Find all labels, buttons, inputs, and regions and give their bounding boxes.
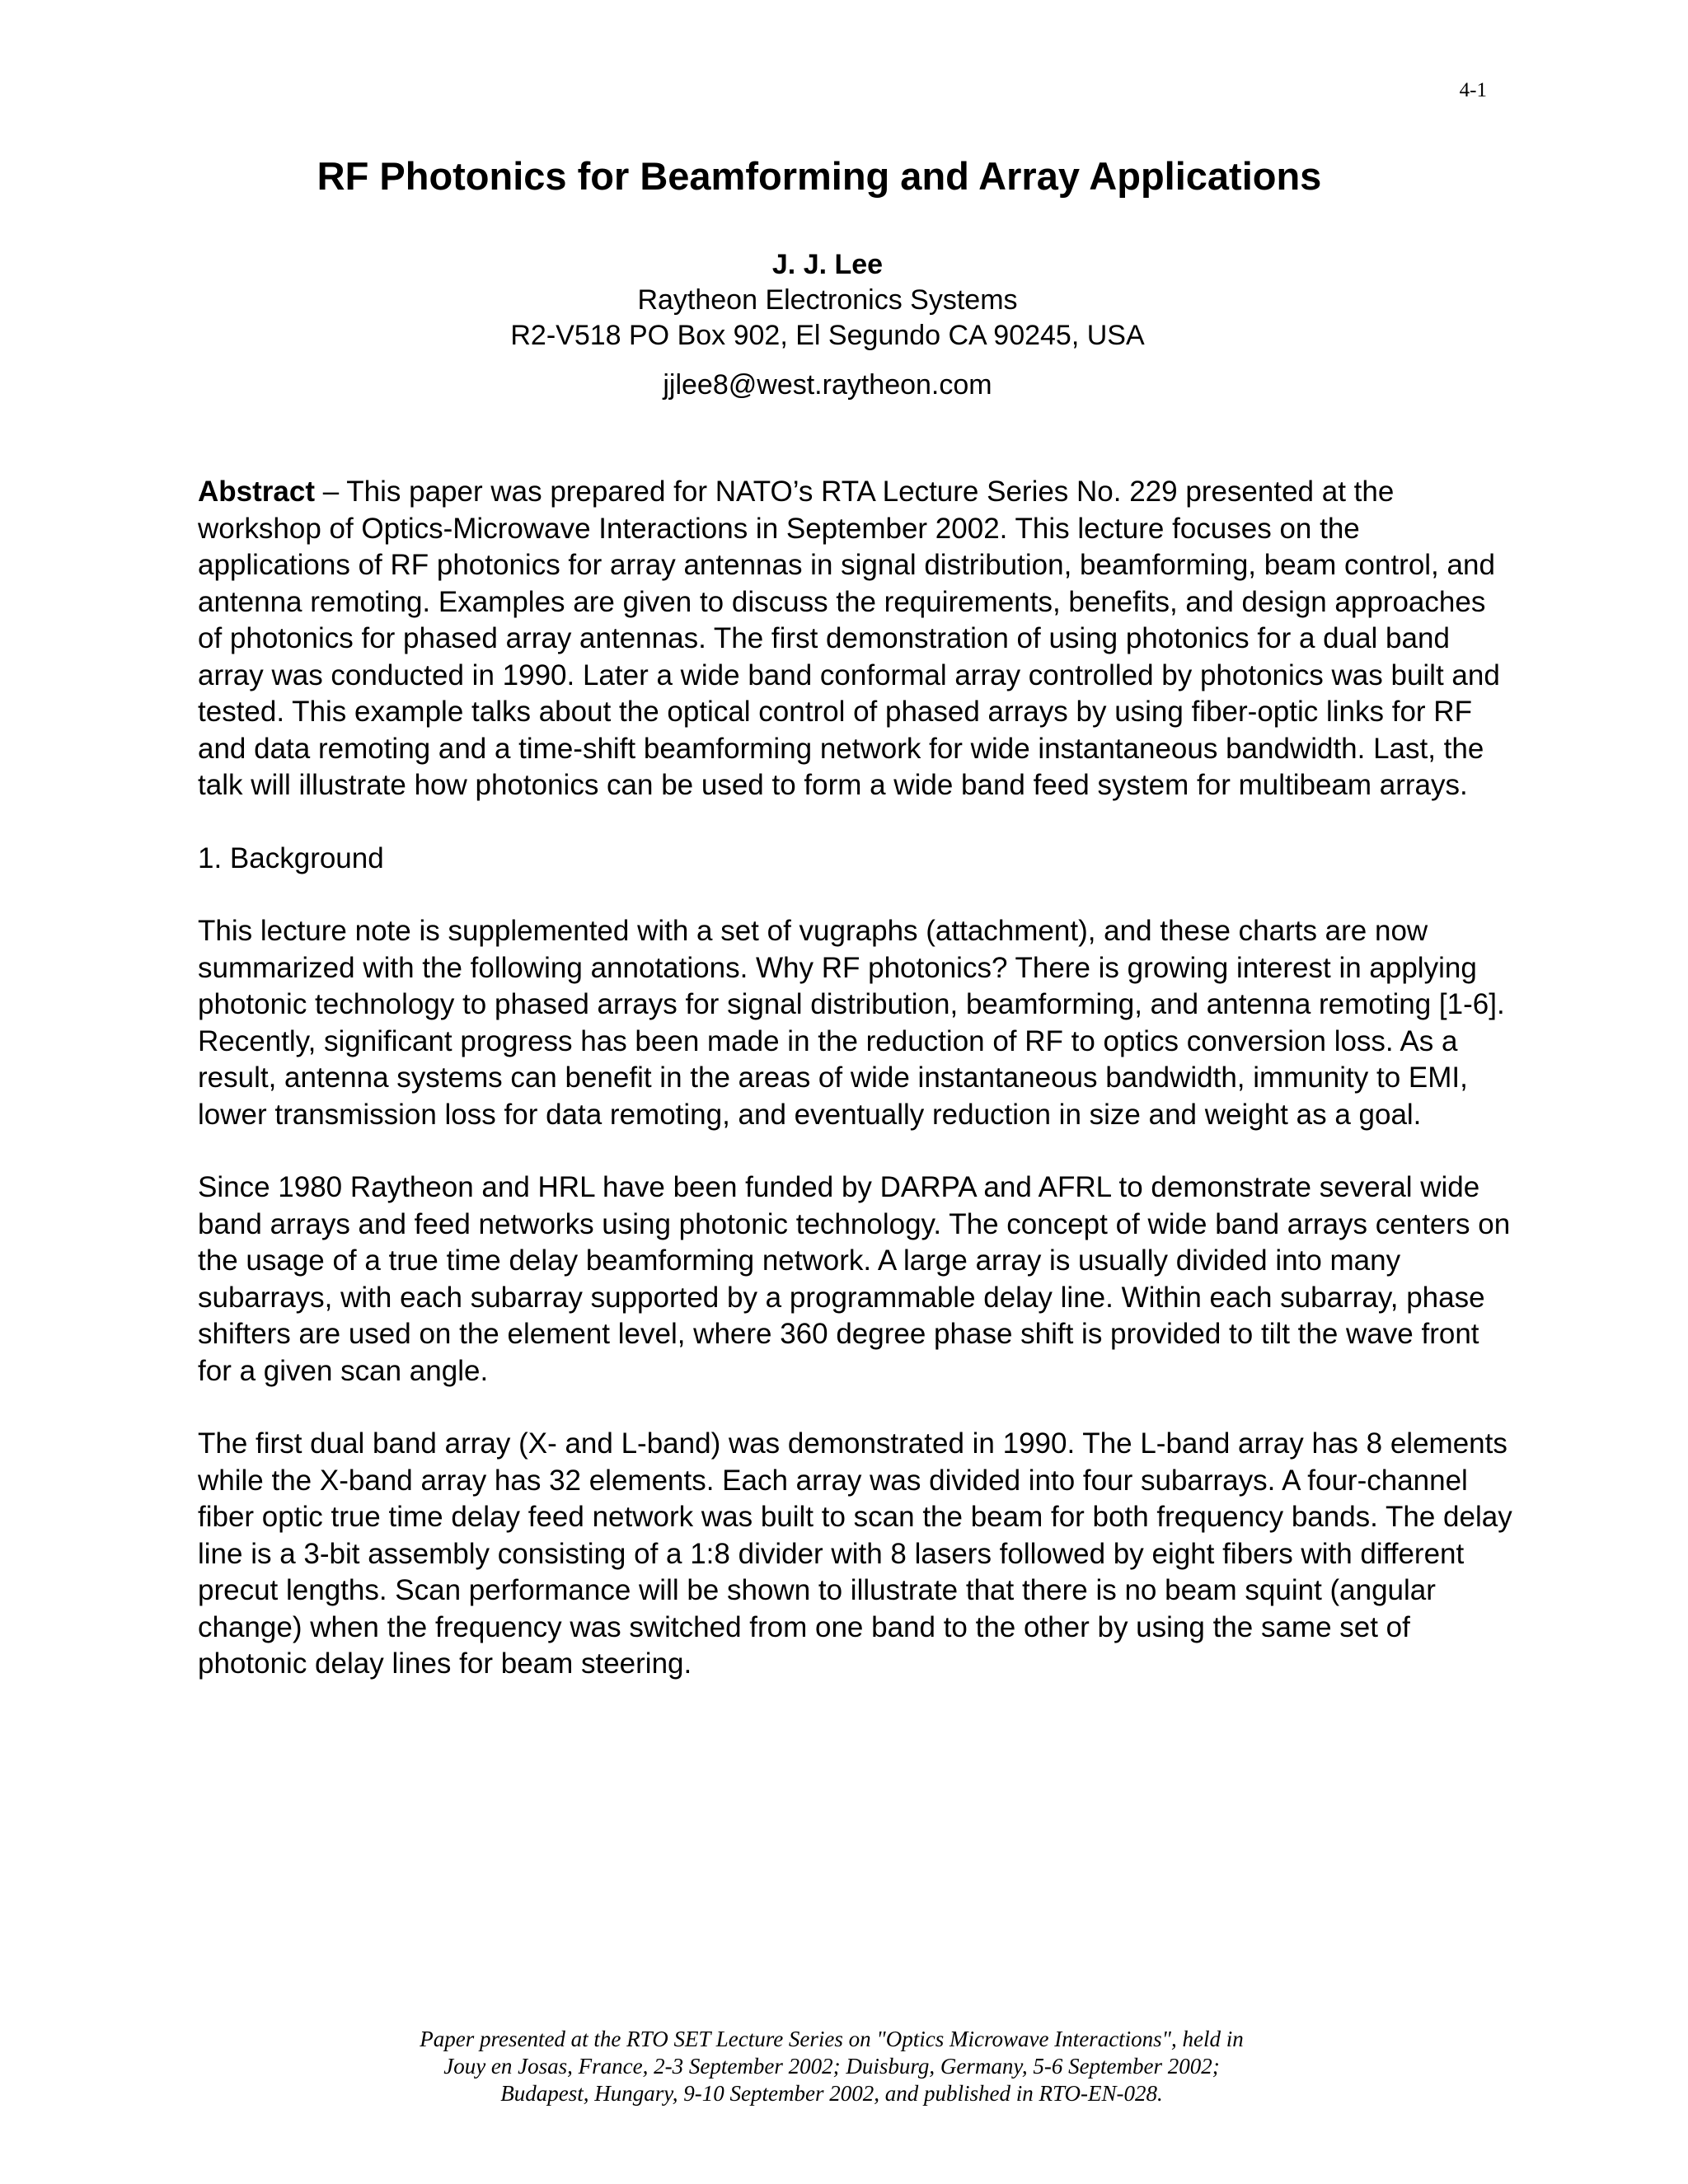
body-paragraph: The first dual band array (X- and L-band) was demonstrated in 1990. The L-band array has 8 elements while the X-band array has 32 elements. Each array was divided into four subarrays. A four-channel fiber optic true time delay feed network was built to scan the beam for both frequency bands. The delay line is a 3-bit assembly consisting of a 1:8 divider with 8 lasers followed by eight fibers with different precut lengths. Scan performance will be shown to illustrate that there is no beam squint (angular change) when the frequency was switched from one band to the other by using the same set of photonic delay lines for beam steering. bbox=[198, 1427, 1512, 1680]
paper-title: RF Photonics for Beamforming and Array Applications bbox=[316, 154, 1322, 198]
footer-line: Budapest, Hungary, 9-10 September 2002, and published in RTO-EN-028. bbox=[500, 2081, 1163, 2106]
abstract-label: Abstract bbox=[198, 476, 315, 508]
author-name: J. J. Lee bbox=[771, 249, 884, 280]
author-address: R2-V518 PO Box 902, El Segundo CA 90245, USA bbox=[510, 320, 1145, 351]
footer-note bbox=[0, 2026, 1688, 2107]
author-email: jjlee8@west.raytheon.com bbox=[663, 369, 992, 401]
footer-line: Paper presented at the RTO SET Lecture Series on "Optics Microwave Interactions", held in bbox=[420, 2027, 1244, 2051]
author-affiliation: Raytheon Electronics Systems bbox=[637, 284, 1018, 316]
body-paragraph: Since 1980 Raytheon and HRL have been funded by DARPA and AFRL to demonstrate several wide band arrays and feed networks using photonic technology. The concept of wide band arrays centers on the usage of a true time delay beamforming network. A large array is usually divided into many subarrays, with each subarray supported by a programmable delay line. Within each subarray, phase shifters are used on the element level, where 360 degree phase shift is provided to tilt the wave front for a given scan angle. bbox=[198, 1171, 1511, 1387]
footer-line: Jouy en Josas, France, 2-3 September 2002; Duisburg, Germany, 5-6 September 2002; bbox=[443, 2054, 1220, 2079]
page-number: 4-1 bbox=[1459, 79, 1487, 101]
abstract-paragraph bbox=[198, 474, 1517, 804]
body-paragraph: This lecture note is supplemented with a set of vugraphs (attachment), and these charts are now summarized with the following annotations. Why RF photonics? There is growing interest in applying photonic technology to phased arrays for signal distribution, beamforming, and antenna remoting [1-6]. Recently, significant progress has been made in the reduction of RF to optics conversion loss. As a result, antenna systems can benefit in the areas of wide instantaneous bandwidth, immunity to EMI, lower transmission loss for data remoting, and eventually reduction in size and weight as a goal. bbox=[198, 915, 1505, 1131]
abstract-text: – This paper was prepared for NATO’s RTA Lecture Series No. 229 presented at the workshop of Optics-Microwave Interactions in September 2002. This lecture focuses on the applications of RF photonics for array antennas in signal distribution, beamforming, beam control, and antenna remoting. Examples are given to discuss the requirements, benefits, and design approaches of photonics for phased array antennas. The first demonstration of using photonics for a dual band array was conducted in 1990. Later a wide band conformal array controlled by photonics was built and tested. This example talks about the optical control of phased arrays by using fiber-optic links for RF and data remoting and a time-shift beamforming network for wide instantaneous bandwidth. Last, the talk will illustrate how photonics can be used to form a wide band feed system for multibeam arrays. bbox=[198, 476, 1500, 801]
author-block bbox=[0, 247, 1688, 403]
body-text bbox=[198, 474, 1517, 1719]
section-heading: 1. Background bbox=[198, 841, 384, 874]
